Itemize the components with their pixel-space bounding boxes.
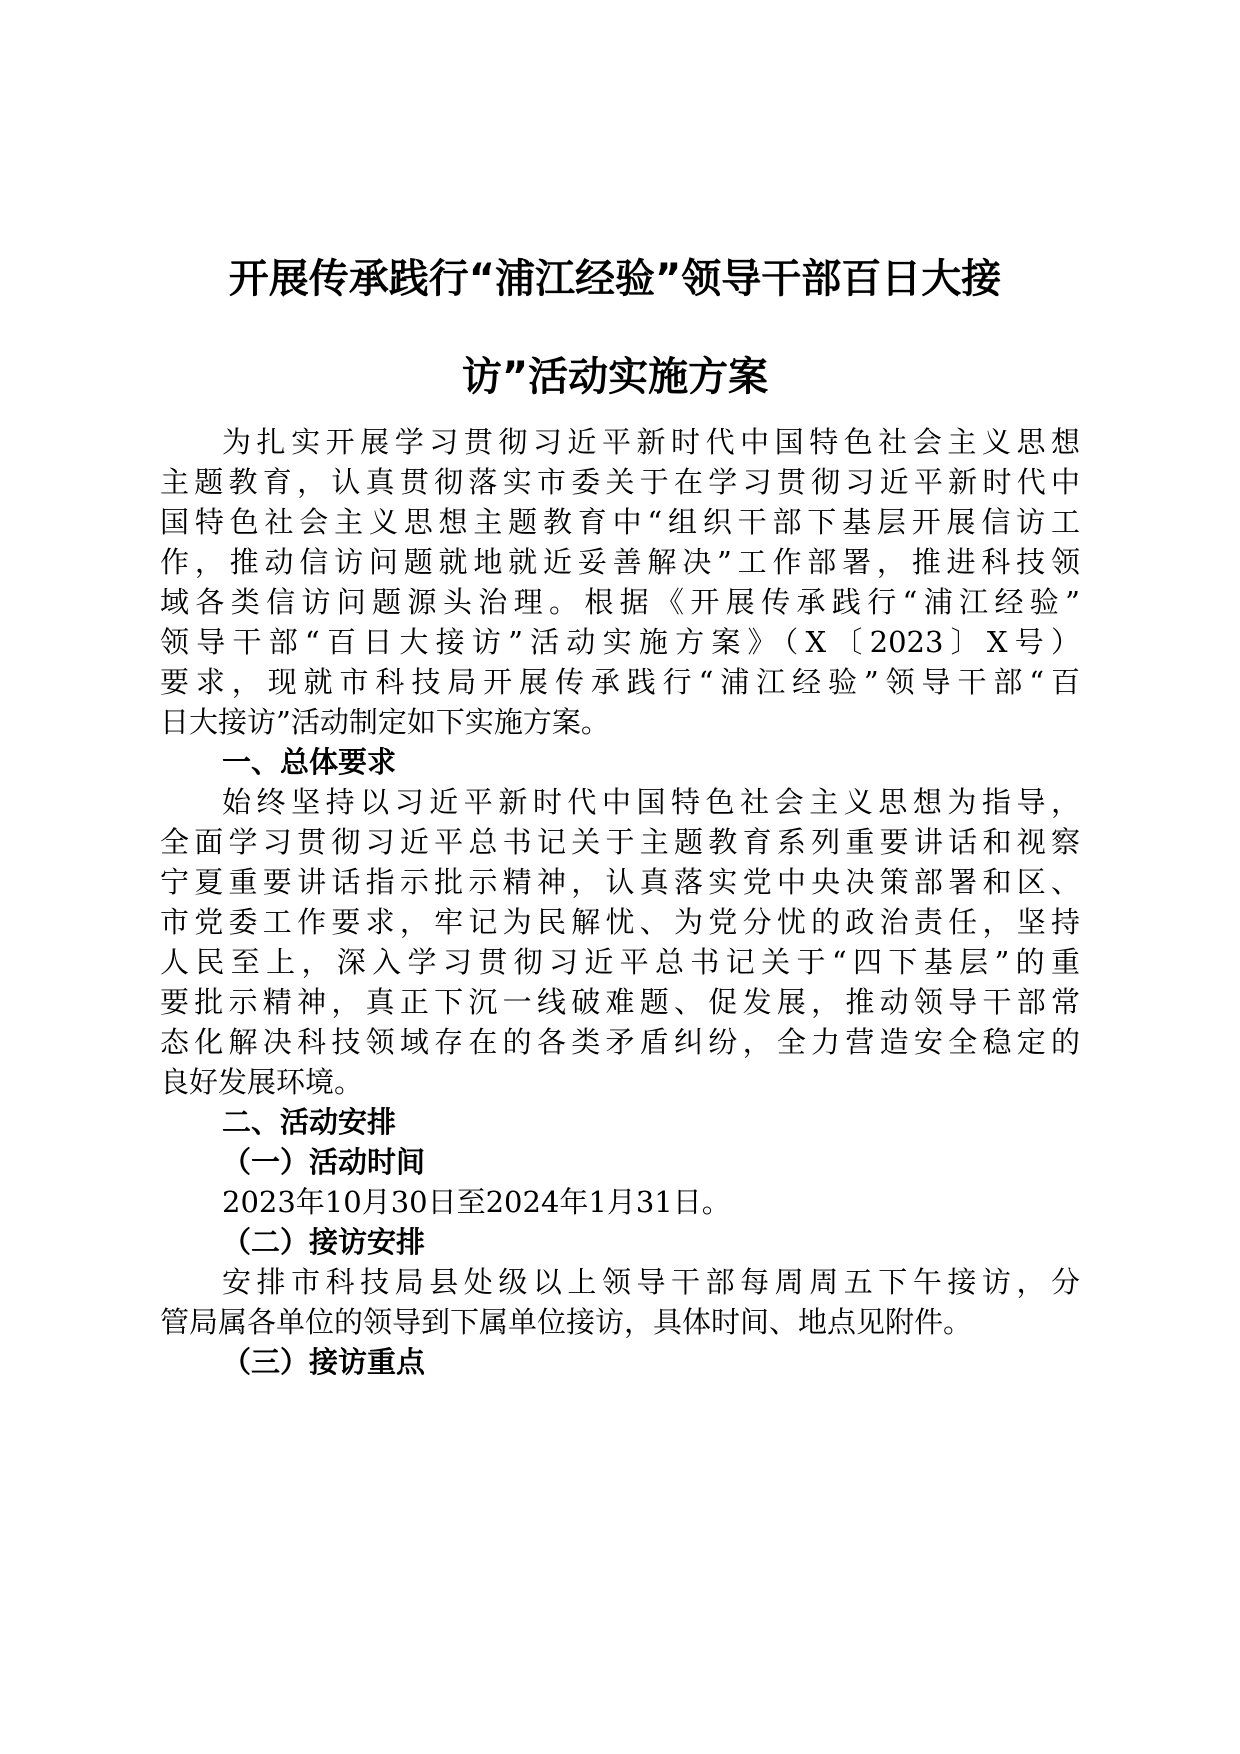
subheading-reception-arrangement: （二）接访安排 — [222, 1225, 426, 1259]
intro-line: 国特色社会主义思想主题教育中“组织干部下基层开展信访工 — [160, 505, 1080, 539]
section1-line: 市党委工作要求，牢记为民解忧、为党分忧的政治责任，坚持 — [160, 905, 1080, 939]
intro-line: 作，推动信访问题就地就近妥善解决”工作部署，推进科技领 — [160, 545, 1080, 579]
intro-line: 为扎实开展学习贯彻习近平新时代中国特色社会主义思想 — [222, 425, 1080, 459]
intro-line: 主题教育，认真贯彻落实市委关于在学习贯彻习近平新时代中 — [160, 465, 1080, 499]
reception-arrangement-line: 安排市科技局县处级以上领导干部每周周五下午接访，分 — [222, 1265, 1080, 1299]
reception-arrangement-line: 管局属各单位的领导到下属单位接访，具体时间、地点见附件。 — [160, 1305, 973, 1339]
document-title-line-2: 访”活动实施方案 — [461, 354, 769, 400]
section1-line: 人民至上，深入学习贯彻习近平总书记关于“四下基层”的重 — [160, 945, 1080, 979]
subheading-reception-focus: （三）接访重点 — [222, 1345, 426, 1379]
document-title-line-1: 开展传承践行“浦江经验”领导干部百日大接 — [228, 256, 1002, 302]
section1-line: 良好发展环境。 — [160, 1065, 364, 1099]
intro-line: 日大接访”活动制定如下实施方案。 — [160, 705, 610, 739]
subheading-activity-time: （一）活动时间 — [222, 1145, 426, 1179]
section1-line: 全面学习贯彻习近平总书记关于主题教育系列重要讲话和视察 — [160, 825, 1080, 859]
intro-line: 领导干部“百日大接访”活动实施方案》（X〔2023〕X号） — [160, 625, 1080, 659]
section-heading-general-requirements: 一、总体要求 — [222, 745, 397, 779]
section1-line: 要批示精神，真正下沉一线破难题、促发展，推动领导干部常 — [160, 985, 1080, 1019]
section1-line: 宁夏重要讲话指示批示精神，认真落实党中央决策部署和区、 — [160, 865, 1080, 899]
activity-time-text: 2023年10月30日至2024年1月31日。 — [222, 1185, 731, 1219]
section1-line: 态化解决科技领域存在的各类矛盾纠纷，全力营造安全稳定的 — [160, 1025, 1080, 1059]
intro-line: 要求，现就市科技局开展传承践行“浦江经验”领导干部“百 — [160, 665, 1080, 699]
section-heading-activity-arrangement: 二、活动安排 — [222, 1105, 397, 1139]
intro-line: 域各类信访问题源头治理。根据《开展传承践行“浦江经验” — [160, 585, 1080, 619]
section1-line: 始终坚持以习近平新时代中国特色社会主义思想为指导， — [222, 785, 1080, 819]
